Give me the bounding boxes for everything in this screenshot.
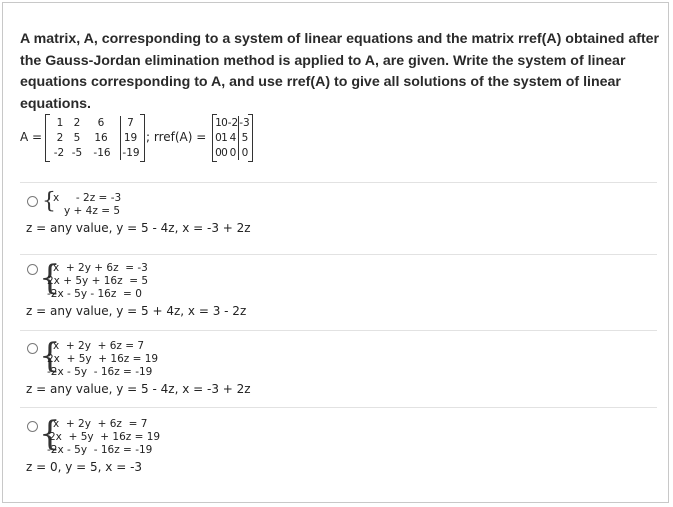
option-divider [20,407,657,408]
question-panel [2,2,669,503]
option-3-equation: 2x + 5y + 16z = 19 [47,353,159,365]
rref-cell: -3 [239,117,250,129]
option-2-brace: { [39,258,61,298]
matrix-a-cell: -2 [53,147,65,159]
rref-cell: 0 [215,147,222,159]
option-3-equation: -2x - 5y - 16z = -19 [47,366,153,378]
option-4-radio[interactable] [27,421,38,432]
option-4-equation: 2x + 5y + 16z = 19 [49,431,161,443]
option-1-brace: { [42,189,56,214]
option-2-equation: 2x + 5y + 16z = 5 [47,275,149,287]
matrix-a-cell: 2 [56,132,64,144]
option-divider [20,254,657,255]
option-2-radio[interactable] [27,264,38,275]
rref-cell: 5 [241,132,249,144]
option-2-equation: x + 2y + 6z = -3 [53,262,148,274]
rref-cell: 0 [221,147,228,159]
rref-cell: 0 [215,132,222,144]
option-1-equation: x - 2z = -3 [53,192,122,204]
matrix-a-cell: 5 [73,132,81,144]
option-1-radio[interactable] [27,196,38,207]
option-3-brace: { [39,336,61,376]
matrix-a-cell: 1 [56,117,64,129]
option-divider [20,182,657,183]
rref-label: ; rref(A) = [146,130,207,144]
matrix-a-cell: 2 [73,117,81,129]
matrix-a-cell: 19 [123,132,138,144]
option-3-radio[interactable] [27,343,38,354]
rref-cell: 0 [221,117,228,129]
option-3-equation: x + 2y + 6z = 7 [53,340,145,352]
matrix-a-cell: -16 [93,147,111,159]
option-4-answer: z = 0, y = 5, x = -3 [26,460,143,474]
option-4-equation: x + 2y + 6z = 7 [53,418,148,430]
matrix-a-cell: 7 [127,117,134,129]
option-1-answer: z = any value, y = 5 - 4z, x = -3 + 2z [26,221,251,235]
option-2-equation: -2x - 5y - 16z = 0 [47,288,142,300]
option-1-equation: y + 4z = 5 [64,205,121,217]
option-3-answer: z = any value, y = 5 - 4z, x = -3 + 2z [26,382,251,396]
rref-cell: 0 [241,147,249,159]
rref-cell: -2 [227,117,239,129]
rref-cell: 1 [221,132,228,144]
matrix-a-cell: -19 [122,147,140,159]
matrix-a-cell: 16 [94,132,108,144]
option-2-answer: z = any value, y = 5 + 4z, x = 3 - 2z [26,304,247,318]
matrix-a-cell: -5 [71,147,83,159]
option-4-brace: { [39,414,61,454]
rref-cell: 1 [215,117,222,129]
question-text: A matrix, A, corresponding to a system of linear equations and the matrix rref(A) obtained after the Gauss-Jordan elimination method is applied to A, are given. Write the system of linear equations corresponding to A, and use rref(A) to give all solutions of the system of linear equations. [20,31,660,112]
matrix-a-label: A = [20,130,43,144]
option-4-equation: -2x - 5y - 16z = -19 [47,444,153,456]
rref-cell: 0 [229,147,237,159]
matrix-a-cell: 6 [97,117,105,129]
rref-cell: 4 [229,132,237,144]
option-divider [20,330,657,331]
